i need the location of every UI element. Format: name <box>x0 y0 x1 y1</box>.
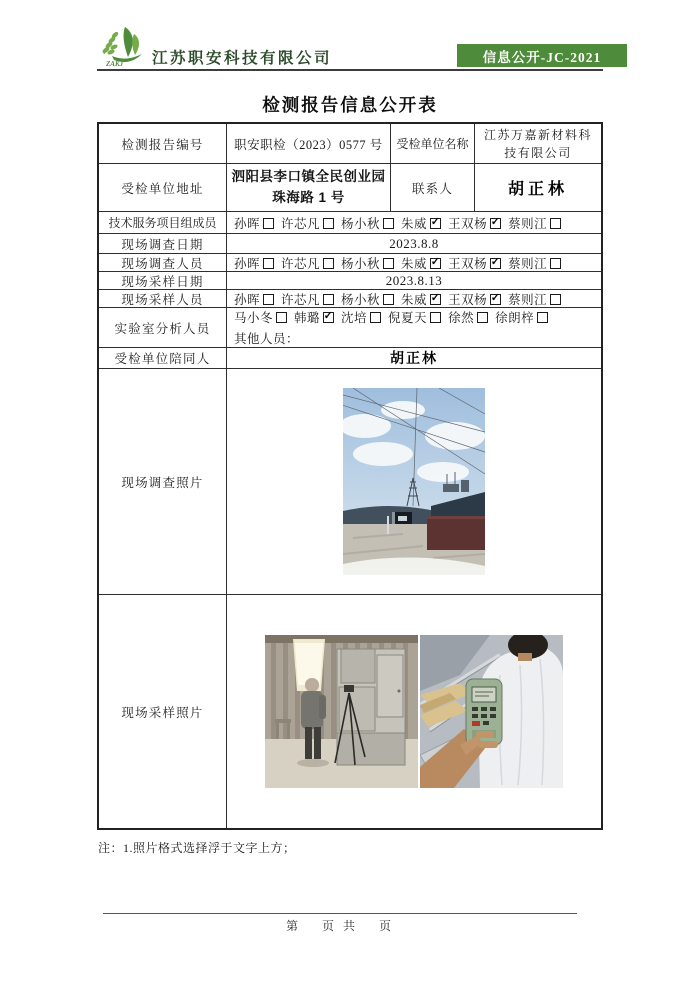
staff-name: 徐朗梓 <box>495 311 535 325</box>
survey-staff-label: 现场调查人员 <box>121 256 204 271</box>
staff-checkbox-item <box>495 311 548 325</box>
staff-checkbox-item <box>401 290 441 307</box>
survey-photo-label: 现场调查照片 <box>121 475 204 490</box>
staff-name: 朱威 <box>401 216 428 231</box>
row-survey-photo <box>99 368 601 594</box>
staff-checkbox-item <box>401 214 441 232</box>
checkbox-unchecked[interactable] <box>383 258 394 269</box>
staff-checkbox-item <box>294 311 334 325</box>
staff-checkbox-item <box>508 254 561 271</box>
report-no-label: 检测报告编号 <box>121 137 204 152</box>
staff-name: 杨小秋 <box>341 292 381 307</box>
staff-checkbox-item <box>388 311 441 325</box>
checkbox-unchecked[interactable] <box>550 294 561 305</box>
checkbox-unchecked[interactable] <box>370 312 381 323</box>
checkbox-unchecked[interactable] <box>263 218 274 229</box>
staff-name: 朱威 <box>401 256 428 271</box>
lab-staff-cell <box>226 308 601 347</box>
checkbox-checked[interactable] <box>490 294 501 305</box>
footnote: 注：1.照片格式选择浮于文字上方； <box>98 841 296 855</box>
checkbox-checked[interactable] <box>490 258 501 269</box>
staff-checkbox-item <box>234 311 287 325</box>
sampling-photo-cell <box>226 595 601 828</box>
staff-checkbox-item <box>281 254 334 271</box>
staff-checkbox-item <box>234 290 274 307</box>
staff-checkbox-item <box>508 214 561 232</box>
checkbox-checked[interactable] <box>430 258 441 269</box>
staff-name: 王双杨 <box>448 256 488 271</box>
row-companion <box>99 347 601 368</box>
row-unit-address <box>99 163 601 211</box>
site-survey-photo <box>343 388 485 575</box>
staff-checkbox-item <box>234 214 274 232</box>
checkbox-unchecked[interactable] <box>323 294 334 305</box>
checkbox-unchecked[interactable] <box>276 312 287 323</box>
company-name: 江苏职安科技有限公司 <box>152 50 333 67</box>
unit-address-label: 受检单位地址 <box>121 181 204 196</box>
staff-name: 王双杨 <box>448 292 488 307</box>
staff-name: 蔡则江 <box>508 256 548 271</box>
team-label: 技术服务项目组成员 <box>108 216 217 230</box>
checkbox-unchecked[interactable] <box>430 312 441 323</box>
sampling-photo-label: 现场采样照片 <box>121 705 204 720</box>
row-report-no <box>99 124 601 163</box>
checkbox-unchecked[interactable] <box>550 218 561 229</box>
checkbox-checked[interactable] <box>490 218 501 229</box>
logo-text: ZAKJ <box>106 60 124 68</box>
sampling-photo-left <box>265 635 418 788</box>
header-rule <box>97 69 603 71</box>
staff-checkbox-item <box>341 214 394 232</box>
lab-staff-label: 实验室分析人员 <box>114 321 211 336</box>
row-sampling-staff <box>99 289 601 307</box>
survey-date-value: 2023.8.8 <box>226 234 601 253</box>
lab-staff-extra: 其他人员： <box>234 332 300 346</box>
row-team <box>99 211 601 233</box>
checkbox-checked[interactable] <box>323 312 334 323</box>
checkbox-unchecked[interactable] <box>263 294 274 305</box>
companion-value: 胡正林 <box>226 348 601 368</box>
staff-name: 许芯凡 <box>281 292 321 307</box>
staff-checkbox-item <box>341 311 381 325</box>
contact-value: 胡正林 <box>474 164 601 211</box>
row-sampling-photo <box>99 594 601 828</box>
staff-checkbox-item <box>341 254 394 271</box>
checkbox-checked[interactable] <box>430 218 441 229</box>
footer-rule <box>103 913 577 914</box>
staff-name: 徐然 <box>448 311 475 325</box>
staff-name: 孙晖 <box>234 292 261 307</box>
staff-name: 杨小秋 <box>341 256 381 271</box>
staff-name: 韩璐 <box>294 311 321 325</box>
sampling-photo-right <box>420 635 563 788</box>
team-members <box>226 212 601 233</box>
lab-staff-members <box>234 308 555 327</box>
report-no-value: 职安职检（2023）0577 号 <box>226 124 390 163</box>
staff-checkbox-item <box>234 254 274 271</box>
unit-name-label: 受检单位名称 <box>390 124 474 163</box>
contact-label: 联系人 <box>390 164 474 211</box>
survey-staff-members <box>226 254 601 271</box>
company-logo-icon <box>98 24 148 73</box>
staff-name: 孙晖 <box>234 216 261 231</box>
staff-name: 马小冬 <box>234 311 274 325</box>
row-survey-date <box>99 233 601 253</box>
checkbox-unchecked[interactable] <box>537 312 548 323</box>
survey-date-label: 现场调查日期 <box>121 237 204 252</box>
unit-name-value: 江苏万嘉新材料科技有限公司 <box>474 124 601 163</box>
staff-checkbox-item <box>448 311 488 325</box>
staff-name: 蔡则江 <box>508 292 548 307</box>
staff-name: 王双杨 <box>448 216 488 231</box>
staff-name: 孙晖 <box>234 256 261 271</box>
checkbox-checked[interactable] <box>430 294 441 305</box>
sampling-staff-label: 现场采样人员 <box>121 292 204 307</box>
survey-photo-cell <box>226 369 601 594</box>
staff-name: 蔡则江 <box>508 216 548 231</box>
row-survey-staff <box>99 253 601 271</box>
disclosure-form-table <box>97 122 603 830</box>
staff-checkbox-item <box>401 254 441 271</box>
staff-checkbox-item <box>341 290 394 307</box>
checkbox-unchecked[interactable] <box>263 258 274 269</box>
page-title: 检测报告信息公开表 <box>262 95 438 115</box>
unit-address-value: 泗阳县李口镇全民创业园珠海路 1 号 <box>226 164 390 211</box>
staff-checkbox-item <box>448 254 501 271</box>
footer-page-number: 第 页 共 页 <box>285 919 394 933</box>
sampling-date-label: 现场采样日期 <box>121 274 204 289</box>
staff-checkbox-item <box>508 290 561 307</box>
checkbox-unchecked[interactable] <box>477 312 488 323</box>
staff-name: 许芯凡 <box>281 216 321 231</box>
checkbox-unchecked[interactable] <box>323 218 334 229</box>
staff-name: 杨小秋 <box>341 216 381 231</box>
staff-name: 朱威 <box>401 292 428 307</box>
checkbox-unchecked[interactable] <box>323 258 334 269</box>
sampling-date-value: 2023.8.13 <box>226 272 601 289</box>
staff-checkbox-item <box>448 290 501 307</box>
staff-checkbox-item <box>281 290 334 307</box>
row-sampling-date <box>99 271 601 289</box>
doc-code-badge: 信息公开-JC-2021 <box>457 44 627 67</box>
companion-label: 受检单位陪同人 <box>114 352 211 366</box>
checkbox-unchecked[interactable] <box>550 258 561 269</box>
row-lab-staff <box>99 307 601 347</box>
staff-name: 许芯凡 <box>281 256 321 271</box>
staff-checkbox-item <box>281 214 334 232</box>
checkbox-unchecked[interactable] <box>383 294 394 305</box>
staff-checkbox-item <box>448 214 501 232</box>
staff-name: 沈培 <box>341 311 368 325</box>
sampling-staff-members <box>226 290 601 307</box>
staff-name: 倪夏天 <box>388 311 428 325</box>
checkbox-unchecked[interactable] <box>383 218 394 229</box>
